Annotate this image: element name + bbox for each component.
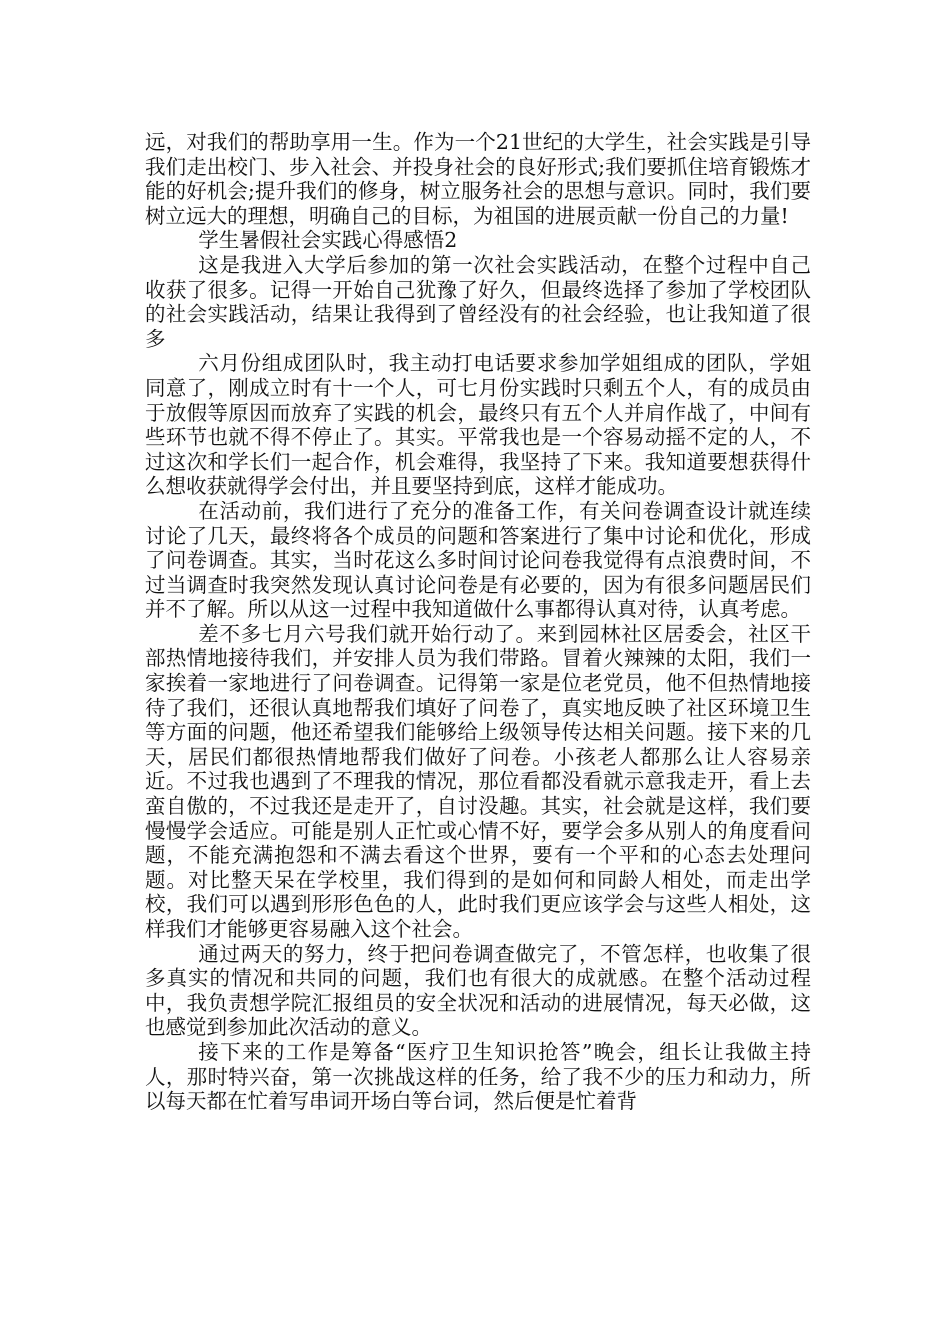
paragraph-results: 通过两天的努力，终于把问卷调查做完了，不管怎样，也收集了很多真实的情况和共同的问题，我们也有很大的成就感。在整个活动过程中，我负责想学院汇报组员的安全状况和活动的进展情况，每天必做，这也感觉到参加此次活动的意义。 <box>145 941 811 1040</box>
section-heading: 学生暑假社会实践心得感悟2 <box>198 228 458 253</box>
paragraph-evening-event: 接下来的工作是筹备“医疗卫生知识抢答”晚会，组长让我做主持人，那时特兴奋，第一次挑战这样的任务，给了我不少的压力和动力，所以每天都在忙着写串词开场白等台词，然后便是忙着背 <box>145 1039 811 1114</box>
paragraph-intro: 这是我进入大学后参加的第一次社会实践活动，在整个过程中自己收获了很多。记得一开始自己犹豫了好久，但最终选择了参加了学校团队的社会实践活动，结果让我得到了曾经没有的社会经验，也让我知道了很多 <box>145 252 811 351</box>
paragraph-survey: 差不多七月六号我们就开始行动了。来到园林社区居委会，社区干部热情地接待我们，并安排人员为我们带路。冒着火辣辣的太阳，我们一家挨着一家地进行了问卷调查。记得第一家是位老党员，他不但热情地接待了我们，还很认真地帮我们填好了问卷了，真实地反映了社区环境卫生等方面的问题，他还希望我们能够给上级领导传达相关问题。接下来的几天，居民们都很热情地帮我们做好了问卷。小孩老人都那么让人容易亲近。不过我也遇到了不理我的情况，那位看都没看就示意我走开，看上去蛮自傲的，不过我还是走开了，自讨没趣。其实，社会就是这样，我们要慢慢学会适应。可能是别人正忙或心情不好，要学会多从别人的角度看问题，不能充满抱怨和不满去看这个世界，要有一个平和的心态去处理问题。对比整天呆在学校里，我们得到的是如何和同龄人相处，而走出学校，我们可以遇到形形色色的人，此时我们更应该学会与这些人相处，这样我们才能够更容易融入这个社会。 <box>145 621 811 941</box>
paragraph-preparation: 在活动前，我们进行了充分的准备工作，有关问卷调查设计就连续讨论了几天，最终将各个成员的问题和答案进行了集中讨论和优化，形成了问卷调查。其实，当时花这么多时间讨论问卷我觉得有点浪费时间，不过当调查时我突然发现认真讨论问卷是有必要的，因为有很多问题居民们并不了解。所以从这一过程中我知道做什么事都得认真对待，认真考虑。 <box>145 498 811 622</box>
document-body <box>145 130 811 1114</box>
paragraph-team-formation: 六月份组成团队时，我主动打电话要求参加学姐组成的团队，学姐同意了，刚成立时有十一个人，可七月份实践时只剩五个人，有的成员由于放假等原因而放弃了实践的机会，最终只有五个人并肩作战了，中间有些环节也就不得不停止了。其实。平常我也是一个容易动摇不定的人，不过这次和学长们一起合作，机会难得，我坚持了下来。我知道要想获得什么想收获就得学会付出，并且要坚持到底，这样才能成功。 <box>145 351 811 499</box>
paragraph-continuation: 远，对我们的帮助享用一生。作为一个21世纪的大学生，社会实践是引导我们走出校门、步入社会、并投身社会的良好形式;我们要抓住培育锻炼才能的好机会;提升我们的修身，树立服务社会的思想与意识。同时，我们要树立远大的理想，明确自己的目标，为祖国的进展贡献一份自己的力量! <box>145 130 811 228</box>
